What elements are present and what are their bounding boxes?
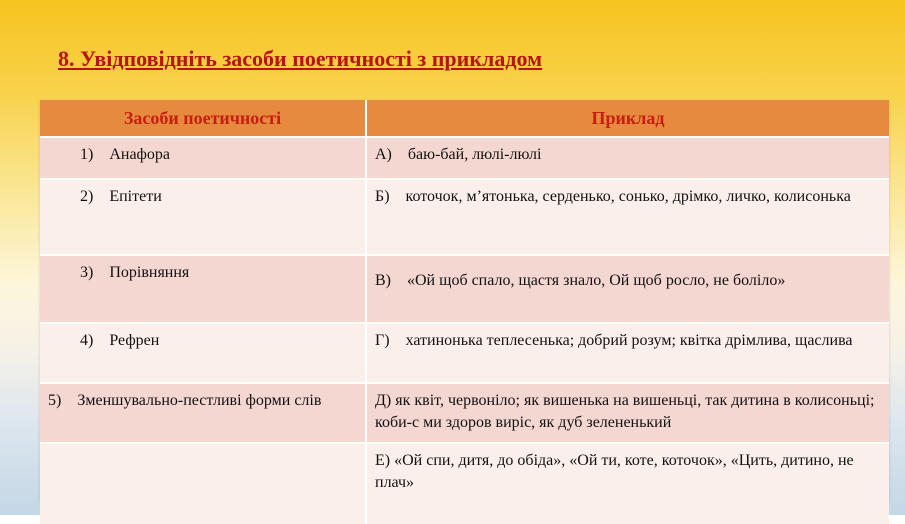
device-cell [40, 443, 366, 524]
example-cell: А) баю-бай, люлі-люлі [366, 137, 889, 179]
header-devices: Засоби поетичності [40, 100, 366, 137]
device-cell: 3) Порівняння [40, 255, 366, 323]
table-row [40, 179, 889, 255]
device-cell: 4) Рефрен [40, 323, 366, 383]
table-row [40, 255, 889, 323]
example-cell: Е) «Ой спи, дитя, до обіда», «Ой ти, коте, коточок», «Цить, дитино, не плач» [366, 443, 889, 524]
matching-table [40, 100, 889, 524]
example-cell: Д) як квіт, червоніло; як вишенька на вишеньці, так дитина в колисоньці; коби-с ми здоров виріс, як дуб зелененький [366, 383, 889, 443]
header-example: Приклад [366, 100, 889, 137]
slide-title: 8. Увідповідніть засоби поетичності з прикладом [58, 46, 543, 71]
matching-table-container [40, 100, 889, 500]
device-cell: 5) Зменшувально-пестливі форми слів [40, 383, 366, 443]
device-cell: 1) Анафора [40, 137, 366, 179]
example-cell: Г) хатинонька теплесенька; добрий розум; квітка дрімлива, щаслива [366, 323, 889, 383]
device-cell: 2) Епітети [40, 179, 366, 255]
table-header-row [40, 100, 889, 137]
example-cell: В) «Ой щоб спало, щастя знало, Ой щоб росло, не боліло» [366, 255, 889, 323]
table-row [40, 443, 889, 524]
table-row [40, 137, 889, 179]
example-cell: Б) коточок, м’ятонька, серденько, сонько, дрімко, личко, колисонька [366, 179, 889, 255]
table-row [40, 323, 889, 383]
table-row [40, 383, 889, 443]
